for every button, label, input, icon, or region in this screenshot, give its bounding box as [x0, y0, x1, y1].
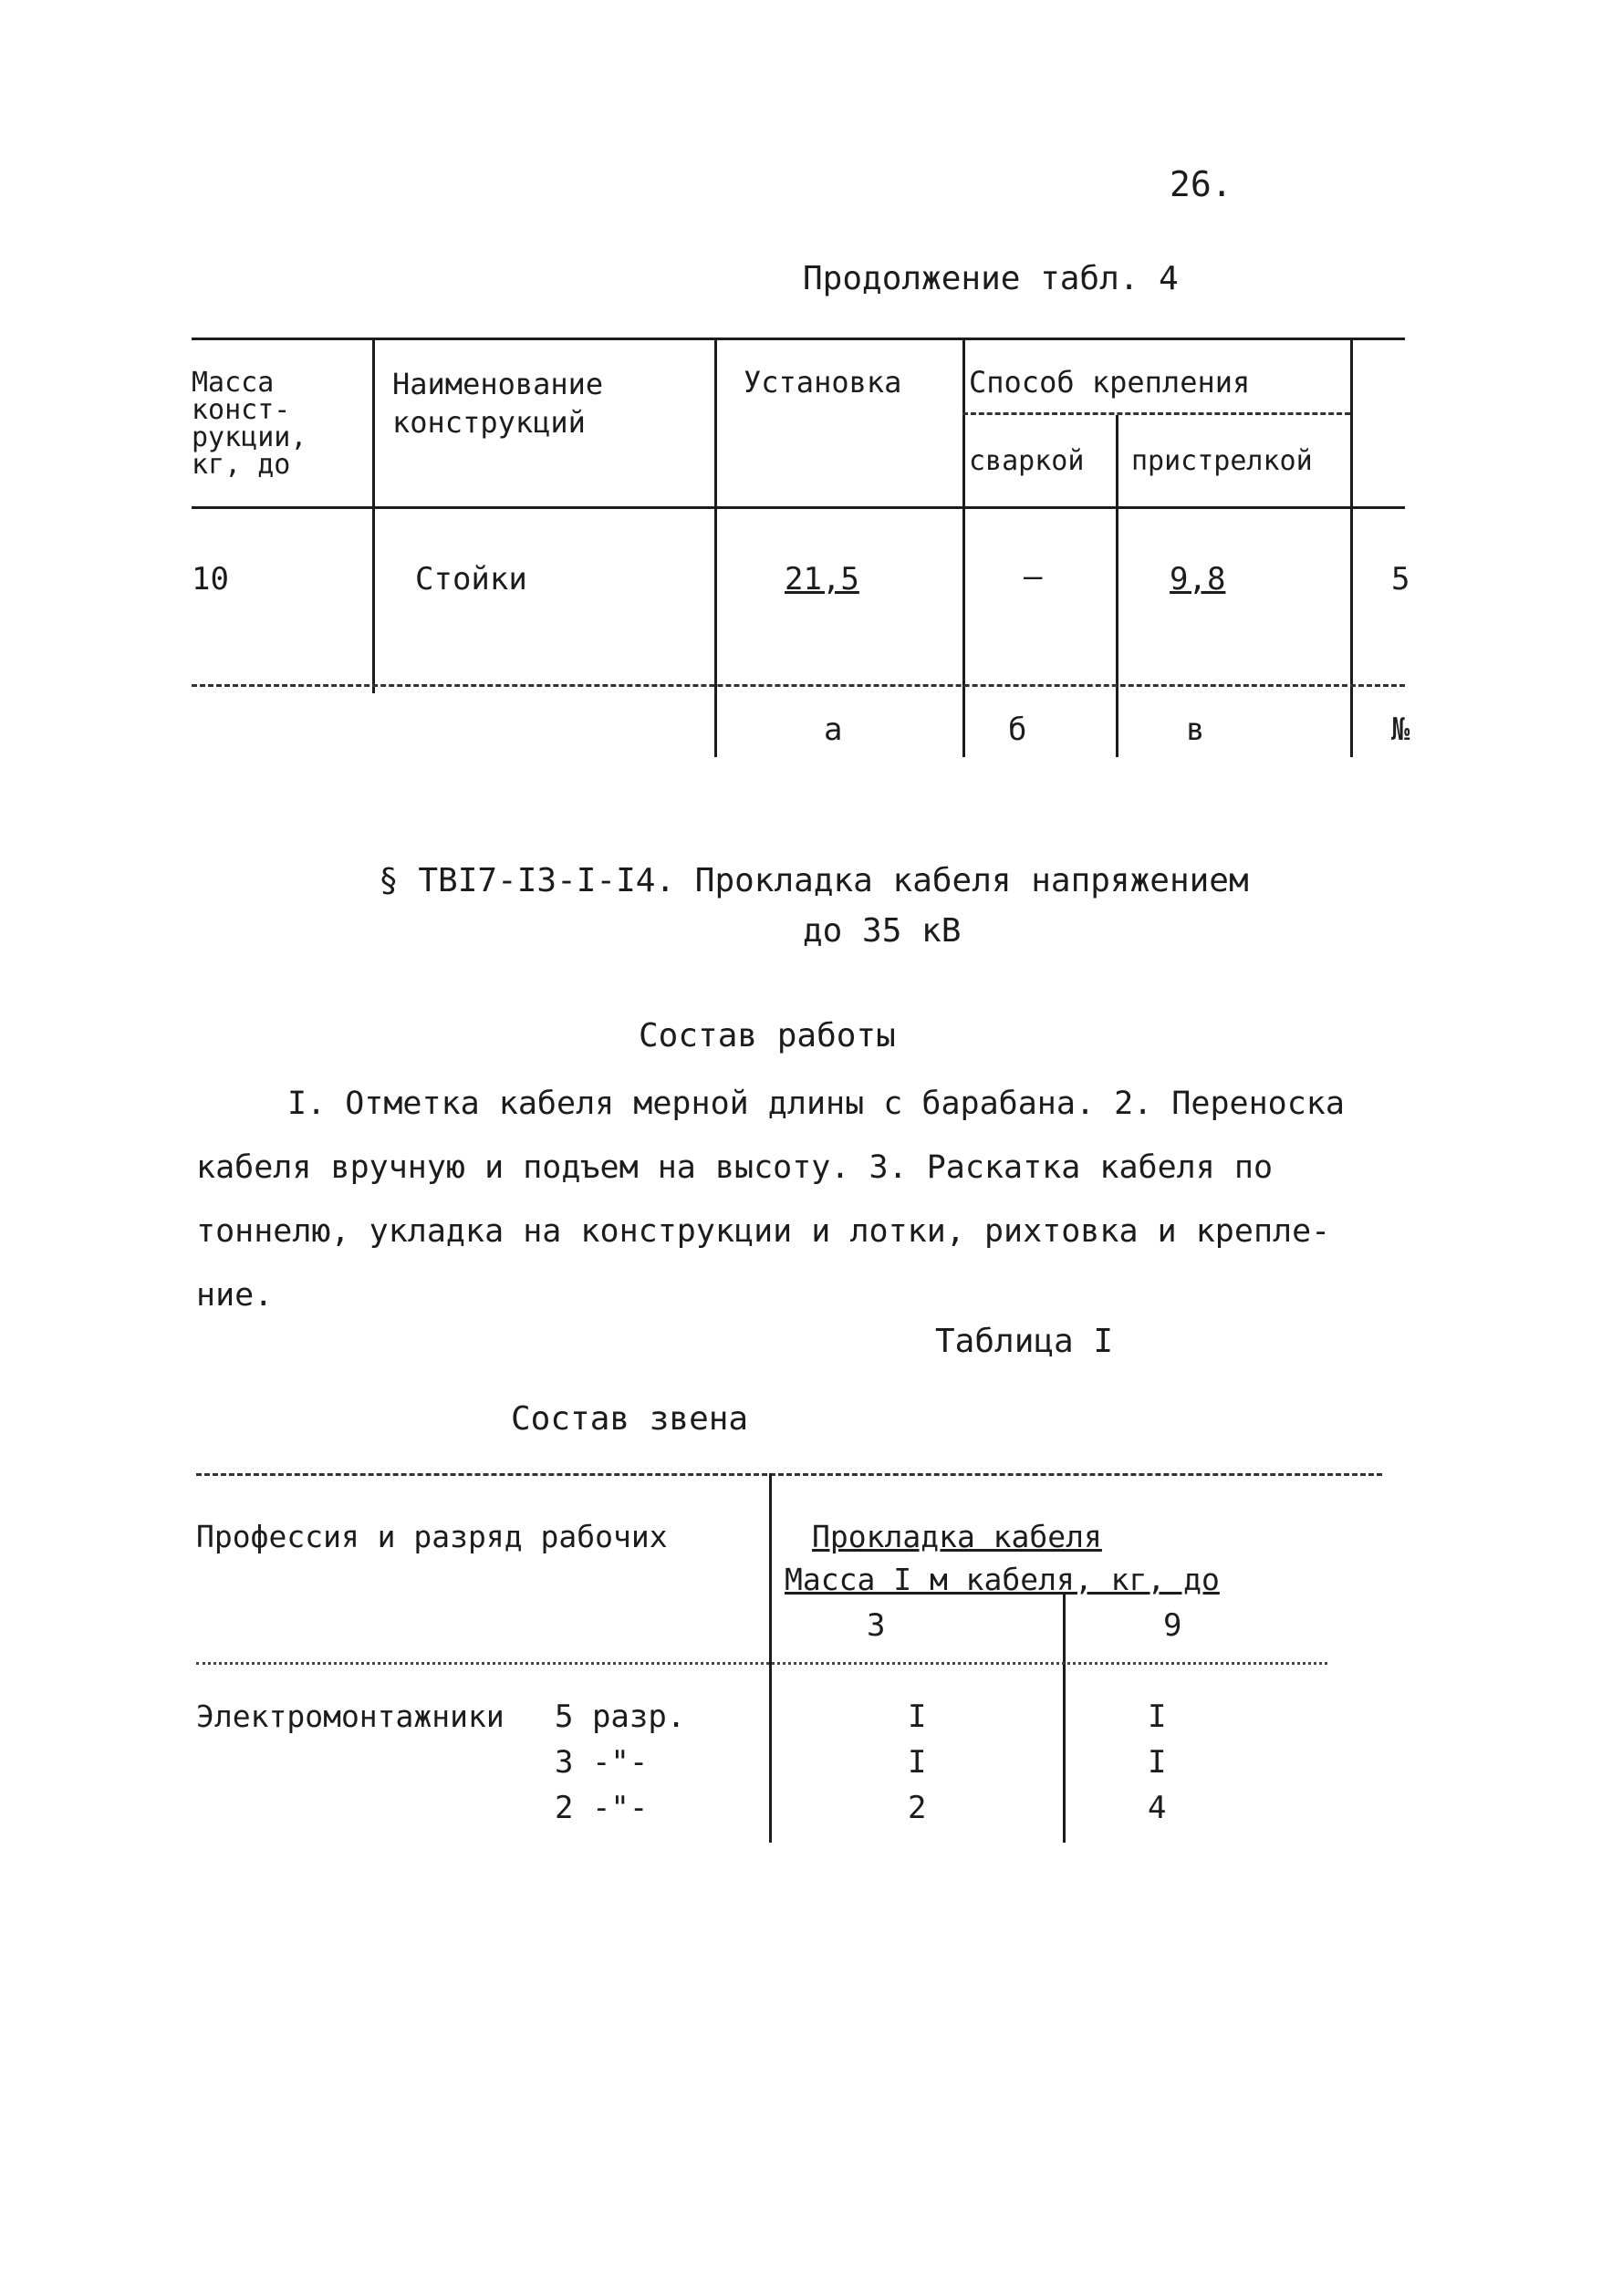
table4-subheader-rule — [962, 412, 1350, 415]
work-heading: Состав работы — [639, 1017, 896, 1054]
table1-row-grade: 2 -"- — [555, 1790, 649, 1826]
table1-row-v3: 2 — [908, 1790, 927, 1826]
table1-header-group: Прокладка кабеля — [812, 1519, 1102, 1554]
table1-row-v9: I — [1148, 1744, 1167, 1781]
work-text: I. Отметка кабеля мерной длины с барабана. 2. Переноска кабеля вручную и подъем на высоту. 3. Раскатка кабеля по тоннелю, укладка на конструкции и лотки, рихтовка и крепле- ние. — [196, 1086, 1345, 1314]
table4-header-fastening: Способ крепления — [969, 365, 1251, 400]
table4-header-bolting: пристрелкой — [1131, 445, 1313, 477]
table1-row-grade: 5 разр. — [555, 1699, 686, 1735]
table1-row-grade: 3 -"- — [555, 1744, 649, 1781]
table4-cell-bolting: 9,8 — [1170, 561, 1226, 597]
table1-header-sub: Масса I м кабеля, кг, до — [785, 1562, 1220, 1597]
table1-sub-vline — [1063, 1592, 1066, 1843]
table4-header-install: Установка — [744, 365, 902, 400]
continuation-title: Продолжение табл. 4 — [803, 260, 1179, 297]
table4-header-name: Наименование конструкций — [392, 367, 604, 440]
table1-header-rule — [196, 1662, 1327, 1665]
table1-row-v9: I — [1148, 1699, 1167, 1735]
table4-vline — [962, 338, 965, 757]
table1-row-v9: 4 — [1148, 1790, 1167, 1826]
table1-top-rule — [196, 1473, 1382, 1476]
table1-label: Таблица I — [935, 1323, 1114, 1360]
table4-col-letter: в — [1186, 712, 1205, 748]
table4-vline — [1116, 415, 1118, 757]
crew-heading: Состав звена — [511, 1400, 749, 1438]
table4-col-letter: а — [824, 712, 843, 748]
page-number: 26. — [1170, 164, 1233, 204]
table4-cell-name: Стойки — [415, 561, 527, 597]
table1-row-v3: I — [908, 1699, 927, 1735]
table4-header-welding: сваркой — [969, 445, 1085, 477]
table4-cell-mass: 10 — [192, 561, 229, 597]
table1-main-vline — [769, 1473, 772, 1843]
section-heading-line1: § ТВI7-I3-I-I4. Прокладка кабеля напряжением — [379, 862, 1249, 899]
table4-vline — [372, 338, 375, 693]
table1-row-profession: Электромонтажники — [196, 1699, 505, 1734]
table4-vline — [714, 338, 717, 757]
table1-mass-value: 3 — [867, 1607, 886, 1644]
table4-bottom-rule — [192, 684, 1405, 687]
table4-cell-last: 5 — [1391, 561, 1410, 597]
table4-col-letter: № — [1391, 712, 1410, 748]
table4-header-mass: Масса конст- рукции, кг, до — [192, 367, 307, 481]
table4-vline — [1350, 338, 1353, 757]
table4-col-letter: б — [1008, 712, 1027, 748]
table1-mass-value: 9 — [1163, 1607, 1182, 1644]
table4-cell-install: 21,5 — [785, 561, 859, 597]
table1-row-v3: I — [908, 1744, 927, 1781]
table1-header-profession: Профессия и разряд рабочих — [196, 1519, 668, 1554]
table4-cell-welding: – — [1024, 558, 1043, 595]
section-heading-line2: до 35 кВ — [803, 912, 962, 950]
